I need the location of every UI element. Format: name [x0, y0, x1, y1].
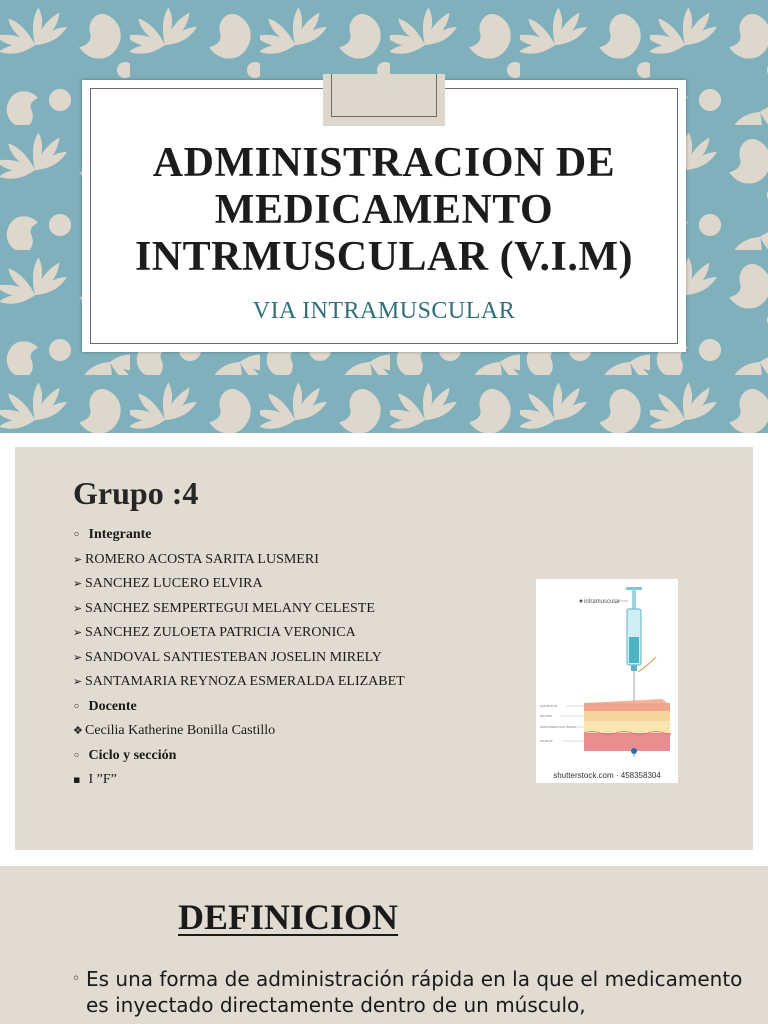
definition-slide: [0, 866, 768, 1024]
title-line-3: INTRMUSCULAR (V.I.M): [134, 234, 634, 280]
diamond-bullet-icon: ❖: [73, 724, 83, 737]
layer-label: muscle: [540, 738, 553, 743]
layer-label: dermis: [540, 713, 553, 718]
list-item: ➢ SANTAMARIA REYNOZA ESMERALDA ELIZABET: [73, 674, 405, 689]
arrow-bullet-icon: ➢: [73, 650, 83, 664]
arrow-bullet-icon: ➢: [73, 626, 83, 639]
member-list: [73, 527, 533, 797]
syringe-illustration: [536, 579, 678, 783]
title-card-tab: [323, 74, 445, 126]
title-line-2: MEDICAMENTO: [214, 187, 554, 233]
title-card: [82, 80, 686, 352]
slide-subtitle: VIA INTRAMUSCULAR: [252, 298, 516, 324]
arrow-bullet-icon: ➢: [73, 675, 83, 688]
list-item: ◦ Docente: [73, 698, 137, 714]
image-credit: shutterstock.com · 458358304: [536, 769, 678, 783]
list-item: ▪ I ”F”: [73, 772, 117, 787]
title-slide: [0, 0, 768, 433]
bullet-icon: ◦: [72, 971, 81, 987]
group-slide: [15, 447, 753, 850]
list-item: ➢ SANCHEZ LUCERO ELVIRA: [73, 576, 263, 591]
list-item: ➢ SANCHEZ SEMPERTEGUI MELANY CELESTE: [73, 600, 375, 616]
arrow-bullet-icon: ➢: [73, 552, 83, 566]
arrow-bullet-icon: ➢: [73, 577, 83, 590]
bullet-icon: ◦: [73, 748, 81, 762]
list-item: ➢ SANCHEZ ZULOETA PATRICIA VERONICA: [73, 625, 356, 640]
layer-label: subcutaneous tissue: [540, 724, 577, 729]
list-item: ❖ Cecilia Katherine Bonilla Castillo: [73, 723, 276, 738]
list-item: ◦ Ciclo y sección: [73, 747, 177, 763]
list-item: ➢ ROMERO ACOSTA SARITA LUSMERI: [73, 551, 319, 567]
definition-paragraph: [72, 966, 762, 1018]
group-heading: Grupo :4: [73, 475, 199, 511]
list-item: ➢ SANDOVAL SANTIESTEBAN JOSELIN MIRELY: [73, 649, 382, 665]
syringe-skin-layers-icon: [536, 579, 678, 769]
definition-text: Es una forma de administración rápida en la que el medicamento es inyectado directamente dentro de un músculo,: [86, 967, 743, 1017]
list-item: ◦ Integrante: [73, 527, 152, 542]
title-line-1: ADMINISTRACION DE: [152, 140, 616, 186]
definition-heading: DEFINICION: [178, 897, 399, 937]
slide-title: [82, 140, 686, 281]
square-bullet-icon: ▪: [73, 773, 81, 786]
bullet-icon: ◦: [73, 699, 81, 713]
bullet-icon: ◦: [73, 528, 81, 541]
image-label: intramuscular: [584, 599, 621, 605]
layer-label: epidermis: [540, 703, 558, 708]
arrow-bullet-icon: ➢: [73, 601, 83, 615]
